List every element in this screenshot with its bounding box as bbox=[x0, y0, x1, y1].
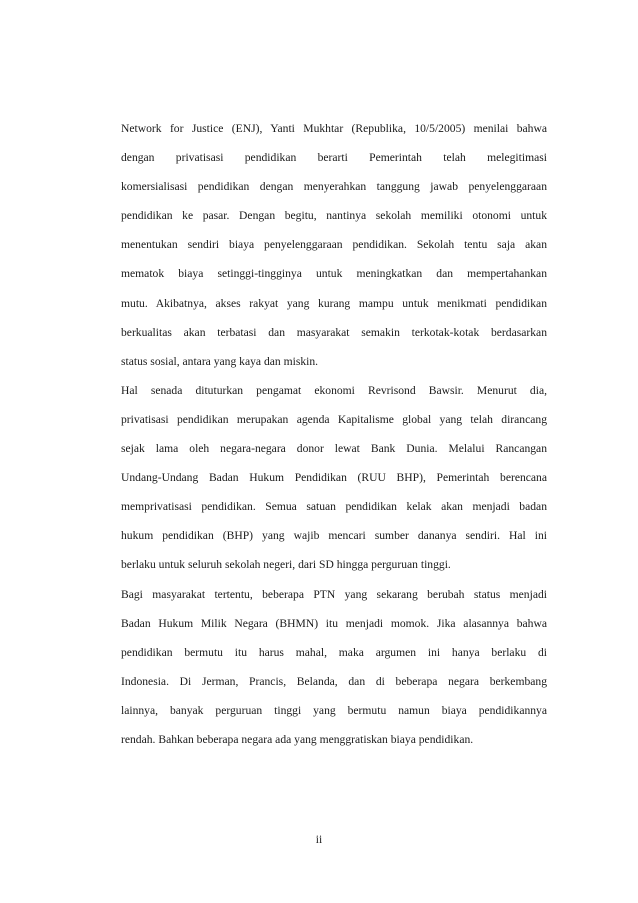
text-line: pendidikan ke pasar. Dengan begitu, nantinya sekolah memiliki otonomi untuk bbox=[121, 209, 547, 223]
text-line: sejak lama oleh negara-negara donor lewat Bank Dunia. Melalui Rancangan bbox=[121, 442, 547, 456]
body-text bbox=[121, 119, 547, 759]
text-line: pendidikan bermutu itu harus mahal, maka argumen ini hanya berlaku di bbox=[121, 645, 547, 659]
page-number: ii bbox=[315, 833, 323, 846]
text-line: komersialisasi pendidikan dengan menyerahkan tanggung jawab penyelenggaraan bbox=[121, 180, 547, 194]
text-line: privatisasi pendidikan merupakan agenda Kapitalisme global yang telah dirancang bbox=[121, 412, 547, 426]
text-line: status sosial, antara yang kaya dan miskin. bbox=[121, 354, 319, 368]
text-line: Network for Justice (ENJ), Yanti Mukhtar (Republika, 10/5/2005) menilai bahwa bbox=[121, 122, 547, 135]
text-line: Undang-Undang Badan Hukum Pendidikan (RUU BHP), Pemerintah berencana bbox=[121, 471, 547, 485]
paragraph-3 bbox=[121, 585, 547, 760]
text-line: dengan privatisasi pendidikan berarti Pemerintah telah melegitimasi bbox=[121, 151, 547, 165]
text-line: mutu. Akibatnya, akses rakyat yang kurang mampu untuk menikmati pendidikan bbox=[121, 296, 547, 310]
text-line: Badan Hukum Milik Negara (BHMN) itu menjadi momok. Jika alasannya bahwa bbox=[121, 616, 547, 630]
text-line: menentukan sendiri biaya penyelenggaraan pendidikan. Sekolah tentu saja akan bbox=[121, 238, 547, 252]
text-line: lainnya, banyak perguruan tinggi yang bermutu namun biaya pendidikannya bbox=[121, 703, 547, 717]
paragraph-2 bbox=[121, 381, 547, 585]
text-line: Indonesia. Di Jerman, Prancis, Belanda, dan di beberapa negara berkembang bbox=[121, 674, 547, 688]
text-line: mematok biaya setinggi-tingginya untuk meningkatkan dan mempertahankan bbox=[121, 267, 547, 281]
text-line: Hal senada dituturkan pengamat ekonomi Revrisond Bawsir. Menurut dia, bbox=[121, 383, 547, 397]
text-line: berkualitas akan terbatasi dan masyarakat semakin terkotak-kotak berdasarkan bbox=[121, 325, 547, 339]
text-line: memprivatisasi pendidikan. Semua satuan pendidikan kelak akan menjadi badan bbox=[121, 500, 547, 514]
text-line: Bagi masyarakat tertentu, beberapa PTN yang sekarang berubah status menjadi bbox=[121, 587, 547, 601]
paragraph-1 bbox=[121, 119, 547, 381]
text-line: berlaku untuk seluruh sekolah negeri, dari SD hingga perguruan tinggi. bbox=[121, 558, 451, 572]
text-line: rendah. Bahkan beberapa negara ada yang menggratiskan biaya pendidikan. bbox=[121, 732, 474, 746]
text-line: hukum pendidikan (BHP) yang wajib mencari sumber dananya sendiri. Hal ini bbox=[121, 529, 547, 543]
